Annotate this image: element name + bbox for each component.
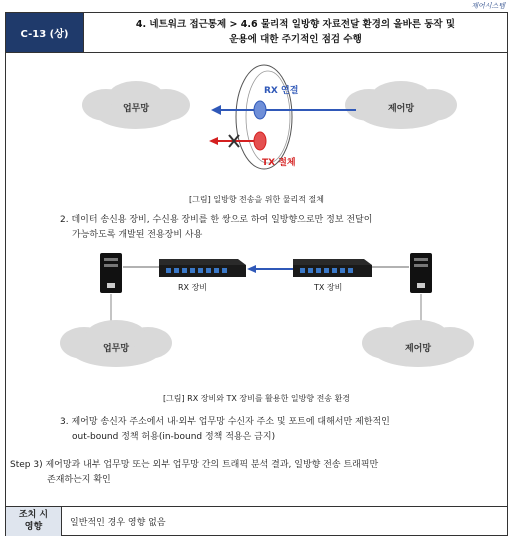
header-note: 제어시스템 [471, 2, 505, 10]
right-server-icon [410, 253, 432, 293]
figure-rx-tx-devices [6, 247, 507, 387]
figure2-caption: [그림] RX 장비와 TX 장비를 활용한 일방향 전송 환경 [162, 394, 351, 403]
right-cloud-2-label: 제어망 [404, 344, 432, 354]
figure1-caption: [그림] 일방향 전송을 위한 물리적 절체 [189, 195, 324, 204]
item3-line1: 3. 제어망 송신자 주소에서 내·외부 업무망 수신자 주소 및 포트에 대해서만 제한적인 [60, 417, 390, 427]
item2-line2: 가능하도록 개발된 전용장비 사용 [72, 230, 203, 240]
content-body [6, 53, 507, 506]
right-cloud-label: 제어망 [387, 104, 415, 114]
item2-text [60, 213, 500, 243]
left-cloud-label: 업무망 [122, 104, 150, 114]
impact-row [6, 506, 507, 535]
item-title-line1: 4. 네트워크 접근통제 > 4.6 물리적 일방향 자료전달 환경의 올바른 동작 및 [135, 19, 456, 30]
impact-label [6, 507, 62, 536]
tx-connector [254, 132, 266, 150]
figure-physical-switch [6, 53, 507, 183]
tx-device-label: TX 장비 [314, 283, 343, 292]
rx-device-label: RX 장비 [178, 283, 208, 292]
step3-line1: Step 3) 제어망과 내부 업무망 또는 외부 업무망 간의 트래픽 분석 결과, 일방향 전송 트래픽만 [10, 460, 379, 470]
item-title-line2: 운용에 대한 주기적인 점검 수행 [229, 34, 362, 45]
item-title [84, 13, 507, 52]
item2-line1: 2. 데이터 송신용 장비, 수신용 장비를 한 쌍으로 하여 일방향으로만 정보 전달이 [60, 215, 373, 225]
left-server-icon [100, 253, 122, 293]
switch-ring-inner [246, 71, 290, 163]
item-id: C-13 (상) [6, 13, 84, 52]
item3-text [60, 415, 506, 445]
tx-label: TX 절체 [262, 158, 296, 168]
impact-text: 일반적인 경우 영향 없음 [70, 518, 166, 528]
rx-arrowhead [211, 105, 221, 115]
tx-device-icon [293, 259, 372, 277]
step3-line2: 존재하는지 확인 [47, 475, 111, 485]
rx-label: RX 연결 [264, 86, 299, 96]
rx-device-icon [159, 259, 246, 277]
title-row [6, 13, 507, 53]
item3-line2: out-bound 정책 허용(in-bound 정책 적용은 금지) [72, 432, 276, 442]
rx-connector [254, 101, 266, 119]
step3-text [10, 458, 504, 488]
tx-arrowhead [209, 137, 218, 145]
impact-label-line1: 조치 시 [18, 510, 49, 520]
device-link-arrowhead [247, 265, 256, 273]
impact-label-line2: 영향 [24, 522, 43, 532]
left-cloud-2-label: 업무망 [102, 344, 130, 354]
document-table [5, 12, 508, 536]
